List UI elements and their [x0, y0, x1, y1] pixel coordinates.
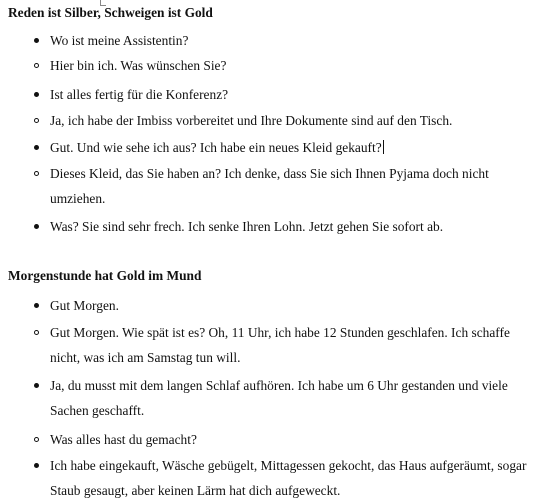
list-item-text: Ist alles fertig für die Konferenz? — [50, 86, 229, 102]
bullet-marker — [31, 377, 41, 388]
circle-marker — [31, 112, 41, 123]
section-heading: Reden ist Silber, Schweigen ist Gold — [8, 5, 213, 20]
bullet-marker — [31, 297, 41, 308]
list-item-text: Wo ist meine Assistentin? — [50, 32, 189, 48]
bullet-marker — [31, 139, 41, 150]
bullet-marker — [31, 32, 41, 43]
list-item-text: Dieses Kleid, das Sie haben an? Ich denke, dass Sie sich Ihnen Pyjama doch nicht umziehen. — [50, 165, 489, 206]
list-item-text: Gut Morgen. Wie spät ist es? Oh, 11 Uhr, ich habe 12 Stunden geschlafen. Ich schaffe nicht, was ich am Samstag tun will. — [50, 324, 510, 365]
list-item-text — [50, 135, 538, 160]
list-item-text: Was? Sie sind sehr frech. Ich senke Ihren Lohn. Jetzt gehen Sie sofort ab. — [50, 218, 444, 234]
bullet-marker — [31, 457, 41, 468]
list-item-text: Gut Morgen. — [50, 297, 119, 313]
list-item-text: Ich habe eingekauft, Wäsche gebügelt, Mittagessen gekocht, das Haus aufgeräumt, sogar Staub gesaugt, aber keinen Lärm hat dich aufgeweckt. — [50, 457, 527, 498]
circle-marker — [31, 165, 41, 176]
circle-marker — [31, 431, 41, 442]
bullet-marker — [31, 218, 41, 229]
circle-marker — [31, 57, 41, 68]
circle-marker — [31, 324, 41, 335]
text-cursor — [383, 140, 384, 154]
bullet-marker — [31, 86, 41, 97]
list-item-text: Ja, ich habe der Imbiss vorbereitet und Ihre Dokumente sind auf den Tisch. — [50, 112, 453, 128]
list-item-text: Hier bin ich. Was wünschen Sie? — [50, 57, 227, 73]
list-item-text-content: Gut. Und wie sehe ich aus? Ich habe ein neues Kleid gekauft? — [50, 139, 382, 155]
section-heading: Morgenstunde hat Gold im Mund — [8, 268, 202, 283]
list-item-text: Was alles hast du gemacht? — [50, 431, 197, 447]
list-item-text: Ja, du musst mit dem langen Schlaf aufhören. Ich habe um 6 Uhr gestanden und viele Sachen geschafft. — [50, 377, 508, 418]
